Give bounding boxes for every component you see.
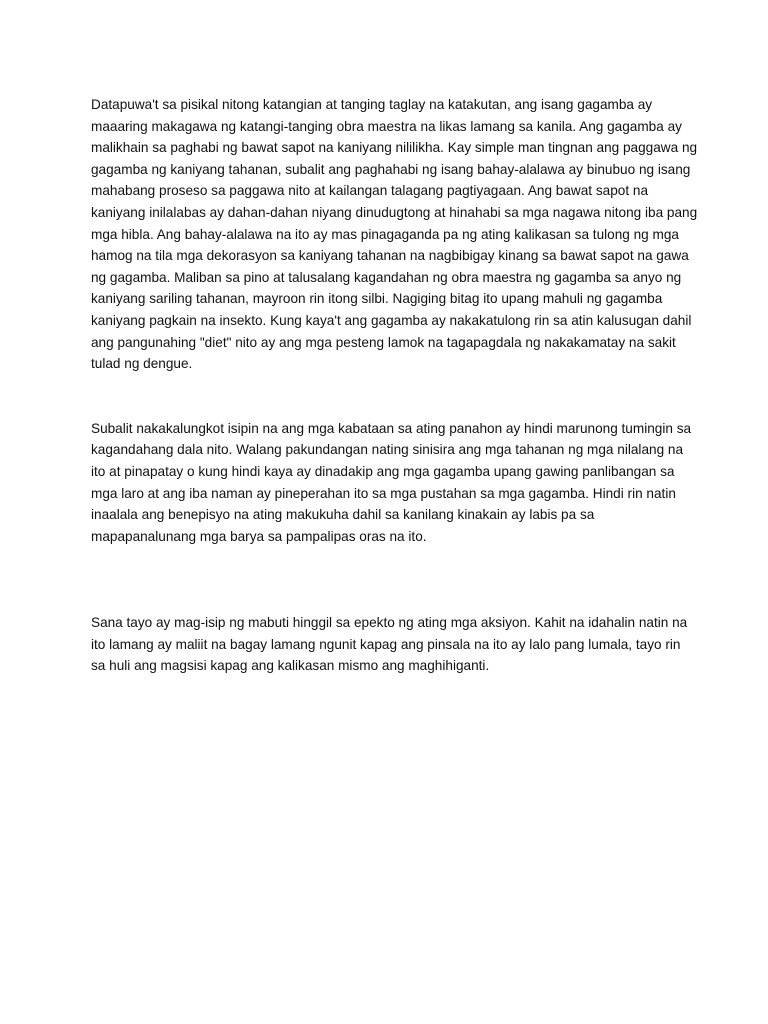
paragraph-call-to-reflect: Sana tayo ay mag-isip ng mabuti hinggil sa epekto ng ating mga aksiyon. Kahit na idahalin natin na ito lamang ay maliit na bagay lamang ngunit kapag ang pinsala na ito ay lalo pang lumala, tayo rin sa huli ang magsisi kapag ang kalikasan mismo ang maghihiganti.: [91, 615, 688, 674]
paragraph-spider-web-description: Datapuwa't sa pisikal nitong katangian at tanging taglay na katakutan, ang isang gagamba ay maaaring makagawa ng katangi-tanging obra maestra na likas lamang sa kanila. Ang gagamba ay malikhain sa paghabi ng bawat sapot na kaniyang nililikha. Kay simple man tingnan ang paggawa ng gagamba ng kaniyang tahanan, subalit ang paghahabi ng isang bahay-alalawa ay binubuo ng isang mahabang proseso sa paggawa nito at kailangan talagang pagtiyagaan. Ang bawat sapot na kaniyang inilalabas ay dahan-dahan niyang dinudugtong at hinahabi sa mga nagawa nitong iba pang mga hibla. Ang bahay-alalawa na ito ay mas pinagaganda pa ng ating kalikasan sa tulong ng mga hamog na tila mga dekorasyon sa kaniyang tahanan na nagbibigay kinang sa bawat sapot na gawa ng gagamba. Maliban sa pino at talusalang kagandahan ng obra maestra ng gagamba sa anyo ng kaniyang sariling tahanan, mayroon rin itong silbi. Nagiging bitag ito upang mahuli ng gagamba kaniyang pagkain na insekto. Kung kaya't ang gagamba ay nakakatulong rin sa atin kalusugan dahil ang pangunahing "diet" nito ay ang mga pesteng lamok na tagapagdala ng nakakamatay na sakit tulad ng dengue.: [91, 97, 698, 372]
paragraph-youth-destruction: Subalit nakakalungkot isipin na ang mga kabataan sa ating panahon ay hindi marunong tumingin sa kagandahang dala nito. Walang pakundangan nating sinisira ang mga tahanan ng mga nilalang na ito at pinapatay o kung hindi kaya ay dinadakip ang mga gagamba upang gawing panlibangan sa mga laro at ang iba naman ay pineperahan ito sa mga pustahan sa mga gagamba. Hindi rin natin inaalala ang benepisyo na ating makukuha dahil sa kanilang kinakain ay labis pa sa mapapanalunang mga barya sa pampalipas oras na ito.: [91, 420, 692, 544]
